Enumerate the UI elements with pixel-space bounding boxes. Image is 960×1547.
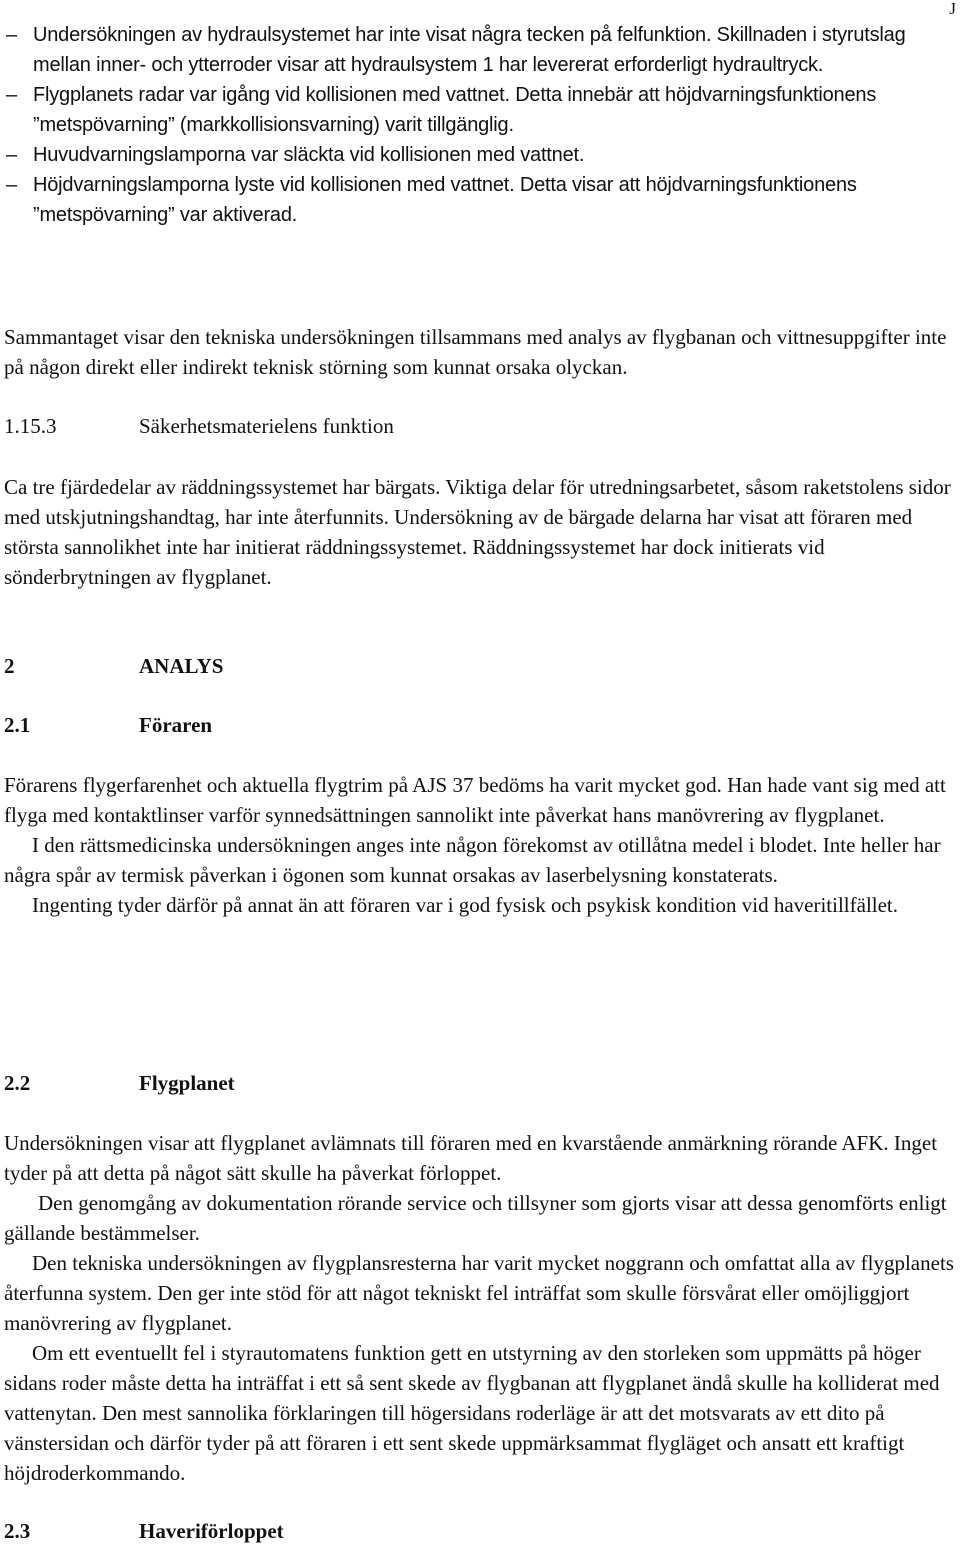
section-title: Flygplanet	[139, 1071, 235, 1095]
bullet-list	[4, 20, 954, 230]
summary-paragraph: Sammantaget visar den tekniska undersökningen tillsammans med analys av flygbanan och vittnesuppgifter inte på någon direkt eller indirekt teknisk störning som kunnat orsaka olyckan.	[4, 325, 947, 379]
bullet-item: – Flygplanets radar var igång vid kollisionen med vattnet. Detta innebär att höjdvarningsfunktionens ”metspövarning” (markkollisionsvarning) varit tillgänglig.	[4, 80, 954, 140]
section-heading-2-1	[4, 710, 212, 740]
dash-icon: –	[6, 144, 17, 166]
bullet-item: – Undersökningen av hydraulsystemet har inte visat några tecken på felfunktion. Skillnaden i styrutslag mellan inner- och ytterroder visar att hydraulsystem 1 har levererat erforderligt hydraultryck.	[4, 20, 954, 80]
section-title: Säkerhetsmaterielens funktion	[139, 414, 394, 438]
page-marker: J	[949, 0, 956, 18]
section-1-15-3-paragraph: Ca tre fjärdedelar av räddningssystemet har bärgats. Viktiga delar för utredningsarbetet, såsom raketstolens sidor med utskjutningshandtag, har inte återfunnits. Undersökning av de bärgade delarna har visat att föraren med största sannolikhet inte har initierat räddningssystemet. Räddningssystemet har dock initierats vid sönderbrytningen av flygplanet.	[4, 475, 951, 589]
dash-icon: –	[6, 174, 17, 196]
section-number: 2.3	[4, 1519, 31, 1543]
paragraph: Om ett eventuellt fel i styrautomatens funktion gett en utstyrning av den storleken som uppmätts på höger sidans roder måste detta ha inträffat i ett så sent skede av flygbanan att flygplanet ändå skulle ha kolliderat med vattenytan. Den mest sannolika förklaringen till högersidans roderläge är att det motsvarats av ett dito på vänstersidan och därför tyder på att föraren i ett sent skede uppmärksammat flygläget och ansatt ett kraftigt höjdroderkommando.	[4, 1341, 940, 1485]
paragraph: Den genomgång av dokumentation rörande service och tillsyner som gjorts visar att dessa genomförts enligt gällande bestämmelser.	[4, 1191, 947, 1245]
bullet-item: – Huvudvarningslamporna var släckta vid kollisionen med vattnet.	[4, 140, 954, 170]
section-heading-1-15-3	[4, 411, 394, 441]
section-title: Föraren	[139, 713, 213, 737]
section-number: 2.1	[4, 713, 31, 737]
section-number: 2	[4, 654, 15, 678]
paragraph: Ingenting tyder därför på annat än att föraren var i god fysisk och psykisk kondition vid haveritillfället.	[32, 893, 899, 917]
bullet-item: – Höjdvarningslamporna lyste vid kollisionen med vattnet. Detta visar att höjdvarningsfunktionens ”metspövarning” var aktiverad.	[4, 170, 954, 230]
section-heading-2-2	[4, 1068, 235, 1098]
paragraph: I den rättsmedicinska undersökningen anges inte någon förekomst av otillåtna medel i blodet. Inte heller har några spår av termisk påverkan i ögonen som kunnat orsakas av laserbelysning konstaterats.	[4, 833, 941, 887]
chapter-heading-2	[4, 651, 223, 681]
dash-icon: –	[6, 24, 17, 46]
section-number: 1.15.3	[4, 414, 57, 438]
section-title: ANALYS	[139, 654, 224, 678]
section-2-1-paragraph	[4, 770, 954, 920]
section-number: 2.2	[4, 1071, 31, 1095]
dash-icon: –	[6, 84, 17, 106]
section-title: Haveriförloppet	[139, 1519, 284, 1543]
paragraph: Undersökningen visar att flygplanet avlämnats till föraren med en kvarstående anmärkning rörande AFK. Inget tyder på att detta på något sätt skulle ha påverkat förloppet.	[4, 1131, 938, 1185]
paragraph: Förarens flygerfarenhet och aktuella flygtrim på AJS 37 bedöms ha varit mycket god. Han hade vant sig med att flyga med kontaktlinser varför synnedsättningen sannolikt inte påverkat hans manövrering av flygplanet.	[4, 773, 946, 827]
section-heading-2-3	[4, 1516, 284, 1546]
paragraph: Den tekniska undersökningen av flygplansresterna har varit mycket noggrann och omfattat alla av flygplanets återfunna system. Den ger inte stöd för att något tekniskt fel inträffat som skulle försvårat eller omöjliggjort manövrering av flygplanet.	[4, 1251, 954, 1335]
section-2-2-paragraph	[4, 1128, 954, 1488]
